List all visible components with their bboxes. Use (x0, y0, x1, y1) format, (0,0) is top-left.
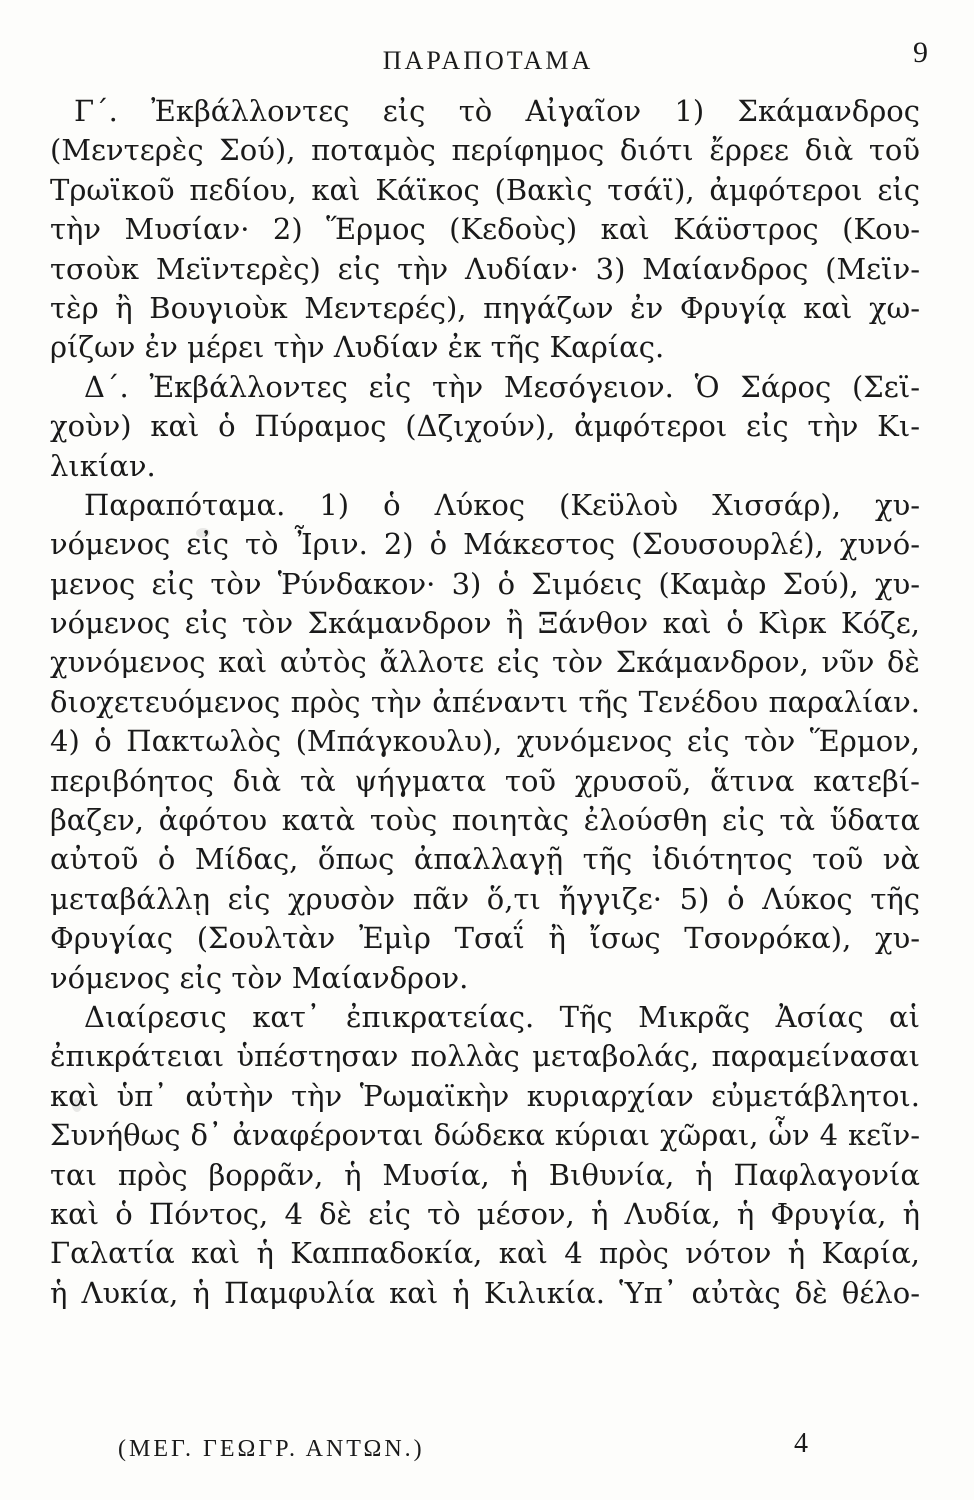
text-line: τὴν Μυσίαν· 2) Ἕρμος (Κεδοὺς) καὶ Κάϋστρος (Κου- (50, 212, 920, 247)
text-line: τὲρ ἢ Βουγιοὺκ Μεντερές), πηγάζων ἐν Φρυγίᾳ καὶ χω- (50, 290, 920, 325)
body-text (50, 92, 920, 1313)
running-head: ΠΑΡΑΠΟΤΑΜΑ (382, 46, 594, 75)
text-line: τσοὺκ Μεϊντερὲς) εἰς τὴν Λυδίαν· 3) Μαίανδρος (Μεϊν- (50, 251, 920, 286)
sheet-mark: 4 (794, 1428, 808, 1459)
text-line: Παραπόταμα. 1) ὁ Λύκος (Κεϋλοὺ Χισσάρ), χυ- (84, 487, 920, 522)
text-line: περιβόητος διὰ τὰ ψήγματα τοῦ χρυσοῦ, ἅτινα κατεβί- (50, 763, 920, 798)
text-line: μενος εἰς τὸν Ῥύνδακον· 3) ὁ Σιμόεις (Καμὰρ Σού), χυ- (50, 566, 920, 601)
text-line: καὶ ὁ Πόντος, 4 δὲ εἰς τὸ μέσον, ἡ Λυδία, ἡ Φρυγία, ἡ (50, 1196, 920, 1231)
text-line: νόμενος εἰς τὸν Σκάμανδρον ἢ Ξάνθον καὶ ὁ Κὶρκ Κόζε, (50, 606, 920, 641)
text-line: μεταβάλλῃ εἰς χρυσὸν πᾶν ὅ,τι ἤγγιζε· 5) ὁ Λύκος τῆς (50, 881, 920, 916)
page-header (48, 36, 928, 84)
text-line: ται πρὸς βορρᾶν, ἡ Μυσία, ἡ Βιθυνία, ἡ Παφλαγονία (50, 1157, 920, 1192)
page-footer (118, 1428, 808, 1472)
text-line: χυνόμενος καὶ αὐτὸς ἄλλοτε εἰς τὸν Σκάμανδρον, νῦν δὲ (50, 645, 920, 680)
text-line: (Μεντερὲς Σού), ποταμὸς περίφημος διότι ἔρρεε διὰ τοῦ (50, 133, 920, 168)
text-line: νόμενος εἰς τὸν Μαίανδρον. (50, 960, 469, 995)
text-line: λικίαν. (50, 448, 156, 483)
text-line: νόμενος εἰς τὸ Ἶριν. 2) ὁ Μάκεστος (Σουσουρλέ), χυνό- (50, 527, 920, 562)
text-line: Γ΄. Ἐκβάλλοντες εἰς τὸ Αἰγαῖον 1) Σκάμανδρος (74, 94, 920, 128)
text-line: ἡ Λυκία, ἡ Παμφυλία καὶ ἡ Κιλικία. Ὑπ᾽ αὐτὰς δὲ θέλο- (50, 1275, 920, 1310)
text-line: Δ΄. Ἐκβάλλοντες εἰς τὴν Μεσόγειον. Ὁ Σάρος (Σεϊ- (84, 369, 920, 404)
ink-smudge (72, 1098, 82, 1112)
text-line: Γαλατία καὶ ἡ Καππαδοκία, καὶ 4 πρὸς νότον ἡ Καρία, (50, 1236, 920, 1271)
text-line: 4) ὁ Πακτωλὸς (Μπάγκουλυ), χυνόμενος εἰς τὸν Ἕρμον, (50, 724, 920, 759)
text-line: διοχετευόμενος πρὸς τὴν ἀπέναντι τῆς Τενέδου παραλίαν. (50, 684, 920, 719)
page-number: 9 (913, 36, 928, 69)
text-line: Διαίρεσις κατ᾽ ἐπικρατείας. Τῆς Μικρᾶς Ἀσίας αἱ (84, 999, 920, 1034)
text-line: βαζεν, ἀφότου κατὰ τοὺς ποιητὰς ἐλούσθη εἰς τὰ ὕδατα (50, 803, 920, 838)
text-line: Τρωϊκοῦ πεδίου, καὶ Κάϊκος (Βακὶς τσάϊ), ἀμφότεροι εἰς (50, 172, 920, 207)
text-line: καὶ ὑπ᾽ αὐτὴν τὴν Ῥωμαϊκὴν κυριαρχίαν εὐμετάβλητοι. (50, 1078, 920, 1113)
text-line: Συνήθως δ᾽ ἀναφέρονται δώδεκα κύριαι χῶραι, ὧν 4 κεῖν- (50, 1118, 920, 1153)
text-line: Φρυγίας (Σουλτὰν Ἐμὶρ Τσαΐ ἢ ἴσως Τσονρόκα), χυ- (50, 921, 920, 956)
text-line: ἐπικράτειαι ὑπέστησαν πολλὰς μεταβολάς, παραμείνασαι (50, 1039, 920, 1074)
text-line: ρίζων ἐν μέρει τὴν Λυδίαν ἐκ τῆς Καρίας. (50, 330, 665, 365)
text-line: αὐτοῦ ὁ Μίδας, ὅπως ἀπαλλαγῇ τῆς ἰδιότητος τοῦ νὰ (50, 842, 920, 877)
signature-mark: (ΜΕΓ. ΓΕΩΓΡ. ΑΝΤΩΝ.) (118, 1436, 425, 1462)
ink-smudge (196, 528, 210, 538)
text-line: χοὺν) καὶ ὁ Πύραμος (Δζιχούν), ἀμφότεροι εἰς τὴν Κι- (50, 409, 920, 444)
